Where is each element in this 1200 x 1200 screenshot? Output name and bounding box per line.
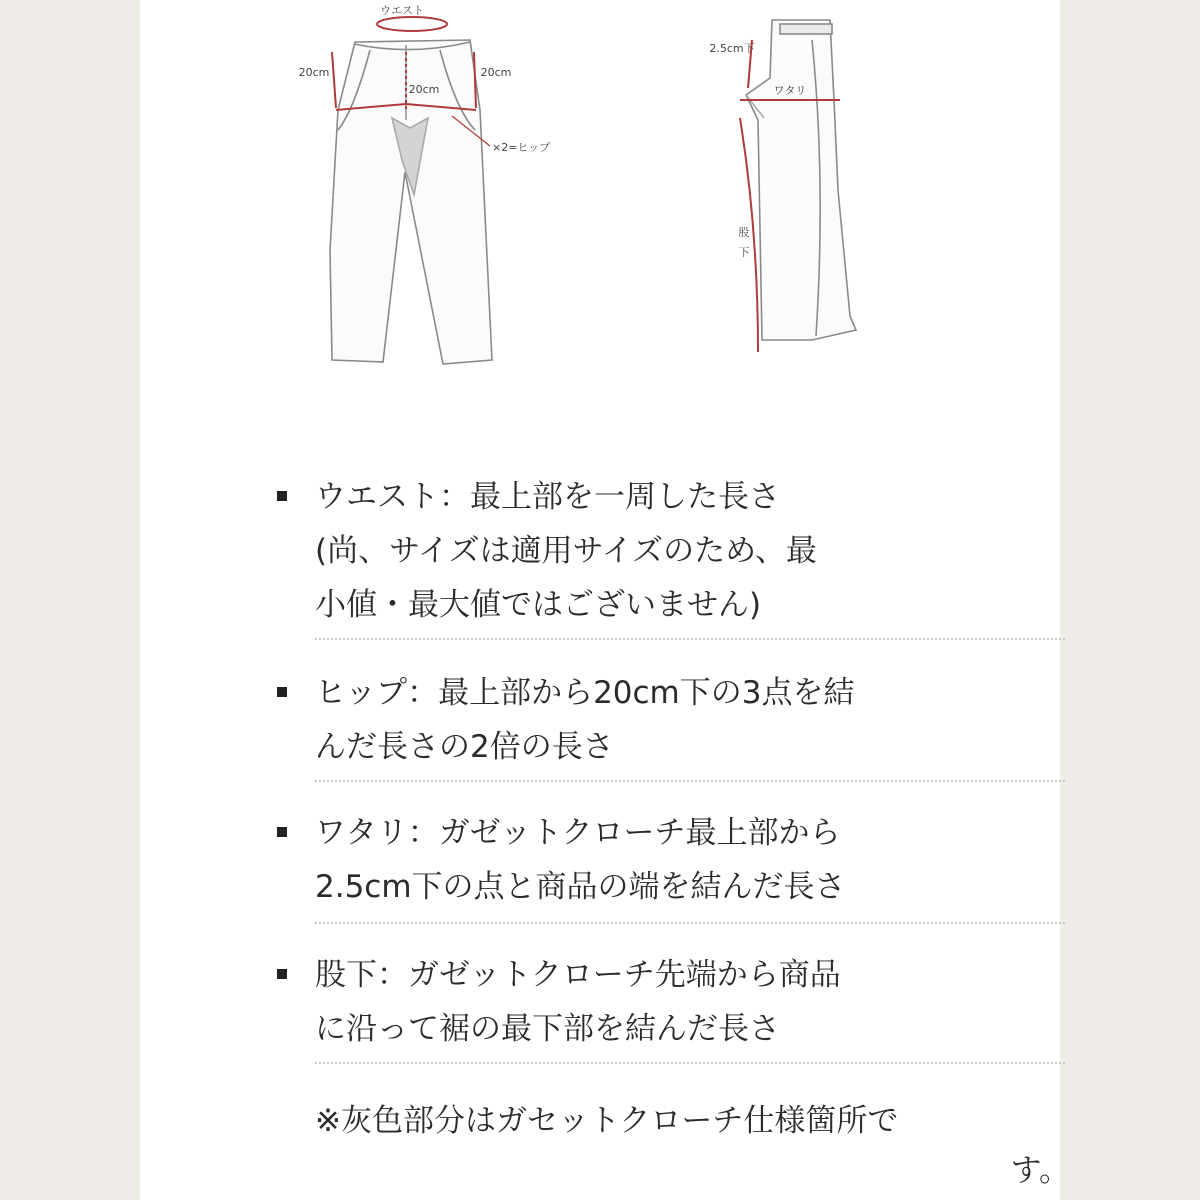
item-line: んだ長さの2倍の長さ — [315, 729, 614, 765]
list-item-waist — [315, 470, 1075, 632]
divider — [315, 638, 1065, 640]
footnote-line-1: ※灰色部分はガセットクローチ仕様箇所で — [315, 1103, 899, 1139]
footnote — [315, 1096, 1070, 1196]
item-line: 股下：ガゼットクローチ先端から商品 — [315, 957, 841, 993]
divider — [315, 922, 1065, 924]
bullet-icon — [277, 969, 287, 979]
list-item-watari — [315, 806, 1075, 914]
item-line: 小値・最大値ではございません) — [315, 587, 762, 623]
label-inseam-1: 股 — [738, 226, 750, 239]
item-line: ウエスト：最上部を一周した長さ — [315, 479, 780, 515]
label-hip-multiplier: ×2=ヒップ — [492, 141, 551, 154]
bullet-icon — [277, 687, 287, 697]
list-item-hip — [315, 666, 1075, 774]
measurement-diagram — [140, 0, 1060, 400]
label-2-5cm-below: 2.5cm下 — [709, 42, 755, 55]
right-background — [1060, 0, 1200, 1200]
item-line: に沿って裾の最下部を結んだ長さ — [315, 1011, 780, 1047]
item-line: (尚、サイズは適用サイズのため、最 — [315, 533, 817, 569]
label-watari: ワタリ — [773, 84, 807, 97]
label-waist: ウエスト — [380, 4, 424, 17]
bullet-icon — [277, 491, 287, 501]
item-line: ワタリ：ガゼットクローチ最上部から — [315, 815, 841, 851]
list-item-inseam — [315, 948, 1075, 1056]
side-pants-illustration — [746, 20, 856, 340]
bullet-icon — [277, 827, 287, 837]
left-background — [0, 0, 140, 1200]
label-inseam-2: 下 — [738, 246, 750, 259]
footnote-line-2: す。 — [1010, 1153, 1070, 1189]
divider — [315, 780, 1065, 782]
label-side-right: 20cm — [480, 66, 512, 79]
item-line: ヒップ：最上部から20cm下の3点を結 — [315, 675, 855, 711]
divider — [315, 1062, 1065, 1064]
label-side-left: 20cm — [298, 66, 330, 79]
item-line: 2.5cm下の点と商品の端を結んだ長さ — [315, 869, 846, 905]
content-panel — [140, 0, 1070, 1200]
label-center: 20cm — [408, 83, 440, 96]
